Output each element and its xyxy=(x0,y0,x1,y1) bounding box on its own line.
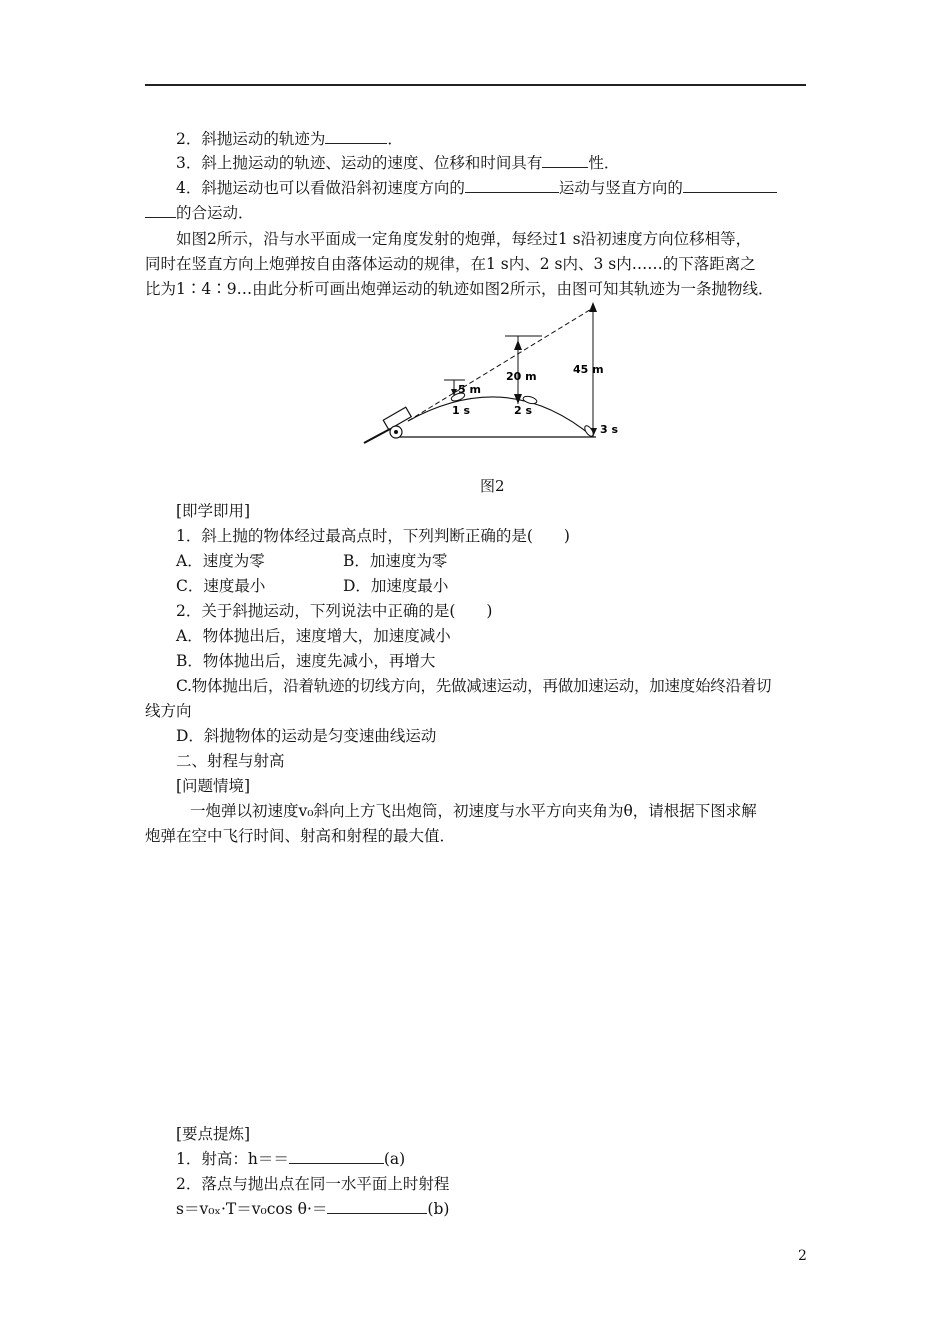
answer-blank xyxy=(465,177,559,193)
section-heading: [问题情境] xyxy=(176,777,251,795)
answer-blank xyxy=(145,202,176,218)
keypoint-3 xyxy=(176,1198,449,1220)
fill-line-3-end: 性． xyxy=(588,154,620,172)
answer-blank xyxy=(542,152,588,168)
projectile-figure xyxy=(360,298,622,450)
section-title: 二、射程与射高 xyxy=(176,752,285,770)
section-heading: [要点提炼] xyxy=(176,1125,251,1143)
label-2s: 2 s xyxy=(514,404,533,417)
answer-blank xyxy=(327,1198,427,1214)
question-1: 1．斜上抛的物体经过最高点时，下列判断正确的是( ) xyxy=(176,527,570,545)
fill-line-2-text: 2．斜抛运动的轨迹为 xyxy=(176,130,326,148)
fill-line-3-text: 3．斜上抛运动的轨迹、运动的速度、位移和时间具有 xyxy=(176,154,543,172)
keypoint-1-text: 1．射高：h＝＝ xyxy=(176,1150,289,1168)
option-c: C.物体抛出后，沿着轨迹的切线方向，先做减速运动，再做加速运动，加速度始终沿着切 xyxy=(176,677,772,695)
label-45m: 45 m xyxy=(573,363,604,376)
scenario-line: 炮弹在空中飞行时间、射高和射程的最大值． xyxy=(145,827,456,845)
option-c-cont: 线方向 xyxy=(145,702,192,720)
paragraph-line: 同时在竖直方向上炮弹按自由落体运动的规律，在1 s内、2 s内、3 s内……的下落距离之 xyxy=(145,255,756,273)
fill-line-4-cont xyxy=(145,202,254,224)
label-1s: 1 s xyxy=(452,404,471,417)
fill-line-2-end: ． xyxy=(387,130,403,148)
label-5m: 5 m xyxy=(458,383,481,396)
option-d: D．斜抛物体的运动是匀变速曲线运动 xyxy=(176,727,437,745)
fill-line-4-text: 4．斜抛运动也可以看做沿斜初速度方向的 xyxy=(176,179,465,197)
page-number: 2 xyxy=(798,1248,807,1264)
trajectory-curve xyxy=(408,397,593,437)
arrow-up-20m xyxy=(514,340,522,350)
option-d: D．加速度最小 xyxy=(343,577,449,595)
fill-line-4-mid: 运动与竖直方向的 xyxy=(558,179,683,197)
option-a: A．物体抛出后，速度增大，加速度减小 xyxy=(176,627,451,645)
keypoint-2: 2．落点与抛出点在同一水平面上时射程 xyxy=(176,1175,450,1193)
option-c: C．速度最小 xyxy=(176,577,266,595)
question-2: 2．关于斜抛运动，下列说法中正确的是( ) xyxy=(176,602,493,620)
section-heading: [即学即用] xyxy=(176,502,251,520)
header-rule xyxy=(145,84,806,86)
option-b: B．加速度为零 xyxy=(343,552,448,570)
velocity-direction-line xyxy=(408,308,593,421)
keypoint-3-text: s＝v₀ₓ·T＝v₀cos θ·＝ xyxy=(176,1200,328,1218)
option-b: B．物体抛出后，速度先减小，再增大 xyxy=(176,652,436,670)
keypoint-3-tag: (b) xyxy=(427,1200,450,1218)
keypoint-1-tag: (a) xyxy=(383,1150,406,1168)
figure-caption: 图2 xyxy=(480,477,505,495)
fill-line-4 xyxy=(176,177,777,199)
paragraph-line: 如图2所示，沿与水平面成一定角度发射的炮弹，每经过1 s沿初速度方向位移相等， xyxy=(176,230,752,248)
fill-line-4-cont-text: 的合运动． xyxy=(176,204,254,222)
paragraph-line: 比为1∶4∶9…由此分析可画出炮弹运动的轨迹如图2所示，由图可知其轨迹为一条抛物线． xyxy=(145,280,774,298)
fill-line-2 xyxy=(176,128,403,150)
fill-line-3 xyxy=(176,152,619,174)
scenario-line: 一炮弹以初速度v₀斜向上方飞出炮筒，初速度与水平方向夹角为θ，请根据下图求解 xyxy=(190,802,757,820)
option-a: A．速度为零 xyxy=(176,552,265,570)
answer-blank xyxy=(325,128,387,144)
answer-blank xyxy=(289,1148,384,1164)
keypoint-1 xyxy=(176,1148,405,1170)
arrow-up-45m xyxy=(589,302,597,312)
label-20m: 20 m xyxy=(506,370,537,383)
answer-blank xyxy=(683,177,777,193)
label-3s: 3 s xyxy=(600,423,619,436)
